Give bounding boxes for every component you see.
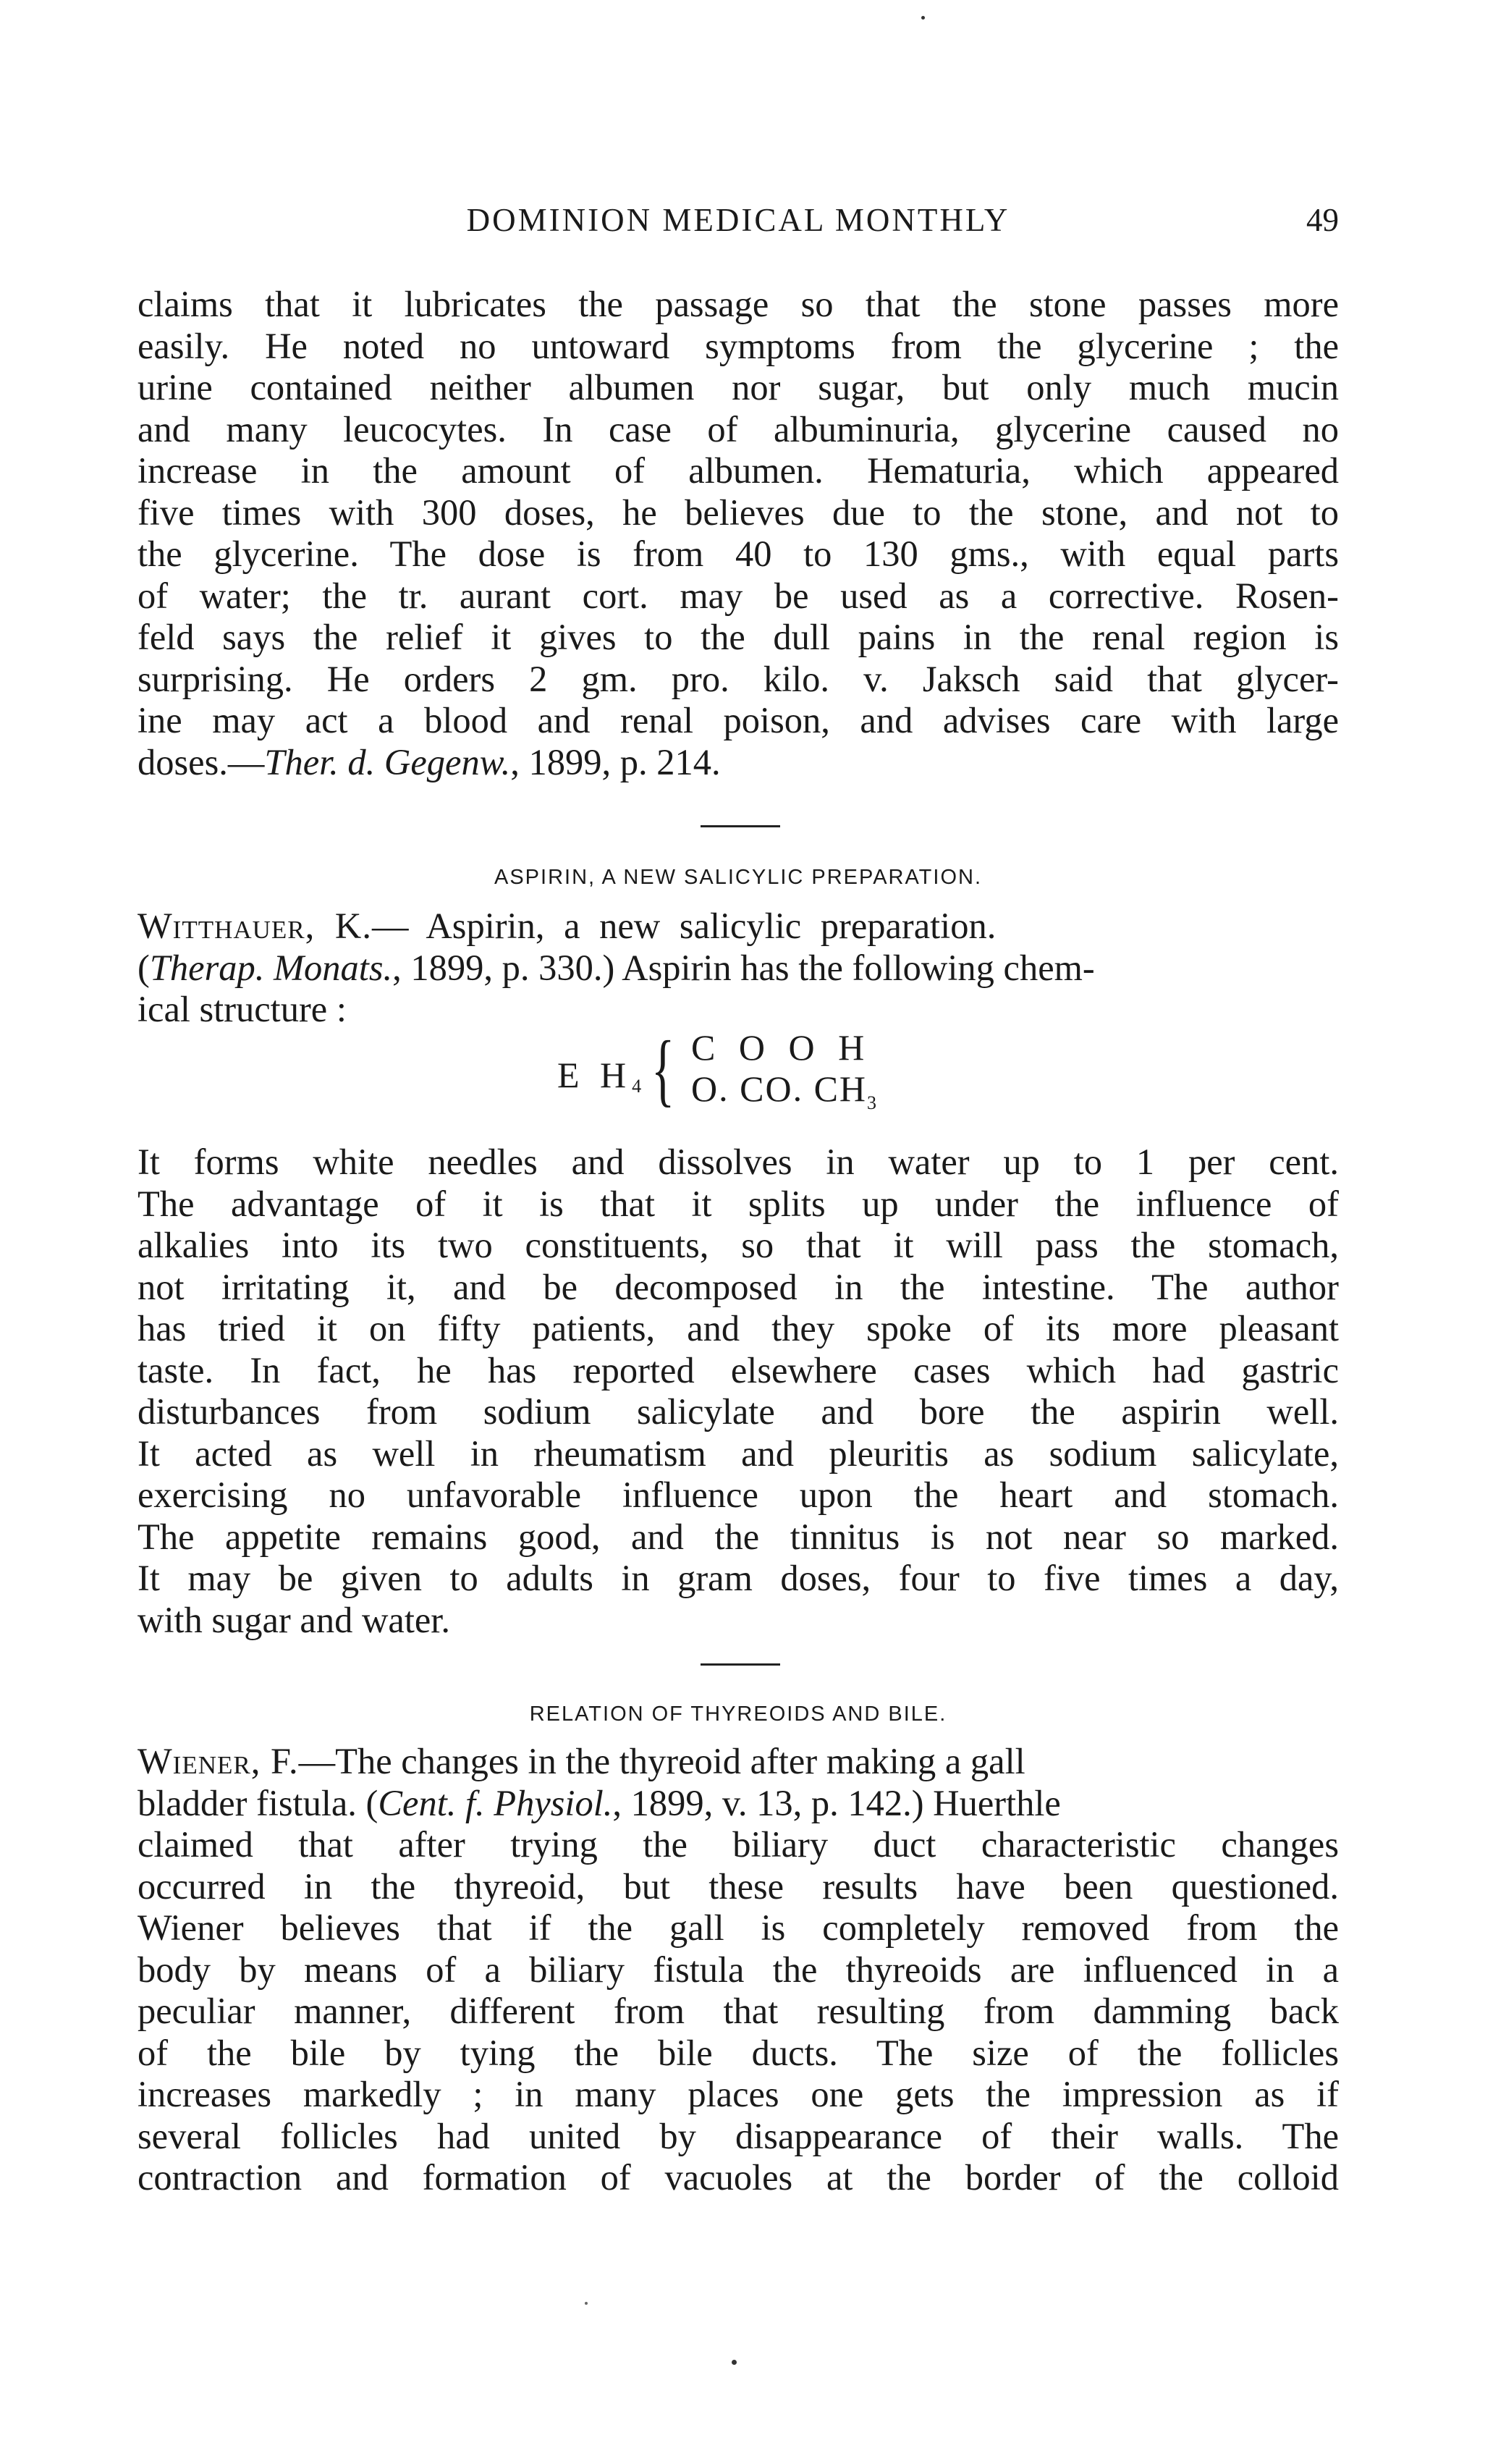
text-line: several follicles had united by disappearance of their walls. The xyxy=(138,2115,1339,2156)
text-line: claimed that after trying the biliary duct characteristic changes xyxy=(138,1824,1339,1865)
author-name: Witthauer, K. xyxy=(138,906,372,946)
aspirin-line-1: Witthauer, K.— Aspirin, a new salicylic preparation. xyxy=(138,906,997,946)
text-line: It acted as well in rheumatism and pleuritis as sodium salicylate, xyxy=(138,1433,1339,1474)
section-heading-aspirin: ASPIRIN, A NEW SALICYLIC PREPARATION. xyxy=(494,866,983,889)
text-line: increases markedly ; in many places one gets the impression as if xyxy=(138,2074,1339,2114)
text-line: not irritating it, and be decomposed in the intestine. The author xyxy=(138,1266,1339,1307)
text-line: ine may act a blood and renal poison, and advises care with large xyxy=(138,700,1339,741)
text-line: the glycerine. The dose is from 40 to 130 gms., with equal parts xyxy=(138,533,1339,574)
journal-title: Ther. d. Gegenw. xyxy=(264,741,511,782)
formula-group-2: O. CO. $CH_3$ xyxy=(691,1068,879,1113)
text-line: claims that it lubricates the passage so that the stone passes more xyxy=(138,284,1339,324)
chemical-formula xyxy=(557,1026,963,1121)
author-name: Wiener, F. xyxy=(138,1741,299,1781)
text-line: increase in the amount of albumen. Hematuria, which appeared xyxy=(138,450,1339,491)
citation-line xyxy=(138,742,1339,784)
text-line: surprising. He orders 2 gm. pro. kilo. v. Jaksch said that glycer- xyxy=(138,658,1339,699)
thyreoid-line-1: Wiener, F.—The changes in the thyreoid after making a gall xyxy=(138,1741,1025,1781)
continuation-paragraph xyxy=(138,284,1339,783)
section-divider xyxy=(701,825,780,827)
text-line: five times with 300 doses, he believes due to the stone, and not to xyxy=(138,491,1339,533)
aspirin-body xyxy=(138,1142,1339,1641)
text-line: and many leucocytes. In case of albuminuria, glycerine caused no xyxy=(138,408,1339,450)
text-line: disturbances from sodium salicylate and bore the aspirin well. xyxy=(138,1391,1339,1432)
text-line: contraction and formation of vacuoles at the border of the colloid xyxy=(138,2157,1339,2198)
formula-brace: { xyxy=(651,1025,675,1115)
scan-speck xyxy=(732,2360,737,2365)
running-head xyxy=(138,201,1339,245)
text-line: has tried it on fifty patients, and they spoke of its more pleasant xyxy=(138,1308,1339,1349)
thyreoid-line-2: bladder fistula. (Cent. f. Physiol., 1899, v. 13, p. 142.) Huerthle xyxy=(138,1782,1061,1823)
text-line: of the bile by tying the bile ducts. The size of the follicles xyxy=(138,2032,1339,2073)
formula-group-1: C O O H xyxy=(691,1027,872,1068)
journal-title: Therap. Monats. xyxy=(149,947,393,988)
aspirin-line-3: ical structure : xyxy=(138,989,347,1029)
text-line: exercising no unfavorable influence upon the heart and stomach. xyxy=(138,1474,1339,1515)
journal-title: Cent. f. Physiol. xyxy=(378,1782,613,1823)
text-line: It may be given to adults in gram doses, four to five times a day, xyxy=(138,1558,1339,1598)
text-line: feld says the relief it gives to the dull pains in the renal region is xyxy=(138,617,1339,657)
page-number: 49 xyxy=(1306,202,1339,238)
text-line: peculiar manner, different from that resulting from damming back xyxy=(138,1991,1339,2031)
running-title: DOMINION MEDICAL MONTHLY xyxy=(466,202,1010,238)
text-line: of water; the tr. aurant cort. may be used as a corrective. Rosen- xyxy=(138,575,1339,616)
formula-base: E $H_4$ xyxy=(557,1055,648,1097)
text-line: The appetite remains good, and the tinnitus is not near so marked. xyxy=(138,1516,1339,1557)
section-heading-thyreoids: RELATION OF THYREOIDS AND BILE. xyxy=(529,1703,947,1726)
text-line: urine contained neither albumen nor sugar, but only much mucin xyxy=(138,367,1339,408)
scan-speck xyxy=(921,16,925,20)
citation-suffix: , 1899, p. 214. xyxy=(510,741,721,782)
aspirin-intro xyxy=(138,906,1339,1031)
text-line: occurred in the thyreoid, but these results have been questioned. xyxy=(138,1865,1339,1907)
scan-speck xyxy=(585,2302,588,2305)
text-line: alkalies into its two constituents, so that it will pass the stomach, xyxy=(138,1225,1339,1265)
text-line: Wiener believes that if the gall is completely removed from the xyxy=(138,1907,1339,1948)
text-line: body by means of a biliary fistula the thyreoids are influenced in a xyxy=(138,1949,1339,1990)
text-line: taste. In fact, he has reported elsewhere cases which had gastric xyxy=(138,1349,1339,1391)
thyreoid-body xyxy=(138,1741,1339,2199)
citation-prefix: doses.— xyxy=(138,741,265,782)
text-line: with sugar and water. xyxy=(138,1599,450,1640)
text-line: The advantage of it is that it splits up under the influence of xyxy=(138,1183,1339,1224)
aspirin-line-2: (Therap. Monats., 1899, p. 330.) Aspirin has the following chem- xyxy=(138,947,1095,988)
text-line: It forms white needles and dissolves in water up to 1 per cent. xyxy=(138,1142,1339,1182)
text-line: easily. He noted no untoward symptoms from the glycerine ; the xyxy=(138,325,1339,366)
section-divider xyxy=(701,1663,780,1666)
